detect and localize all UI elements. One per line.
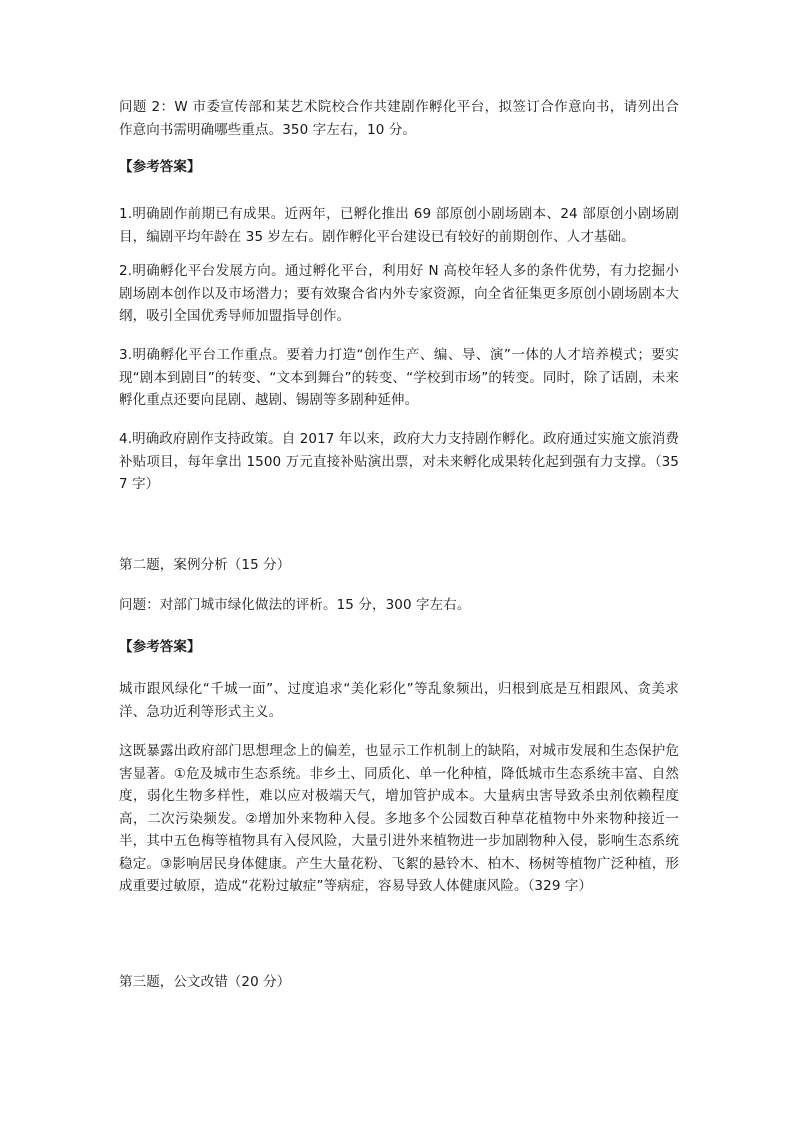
answer-heading-2: 【参考答案】 bbox=[119, 639, 201, 655]
section-2-title: 第二题，案例分析（15 分） bbox=[119, 557, 291, 573]
answer-point-1: 1.明确剧作前期已有成果。近两年，已孵化推出 69 部原创小剧场剧本、24 部原创小剧场剧目，编剧平均年龄在 35 岁左右。剧作孵化平台建设已有较好的前期创作、人才基础。 bbox=[119, 206, 679, 245]
answer-point-2: 2.明确孵化平台发展方向。通过孵化平台，利用好 N 高校年轻人多的条件优势，有力挖掘小剧场剧本创作以及市场潜力；要有效聚合省内外专家资源，向全省征集更多原创小剧场剧本大纲，吸引全国优秀导师加盟指导创作。 bbox=[119, 263, 679, 324]
answer-point-4: 4.明确政府剧作支持政策。自 2017 年以来，政府大力支持剧作孵化。政府通过实施文旅消费补贴项目，每年拿出 1500 万元直接补贴演出票，对未来孵化成果转化起到强有力支撑。（357 字） bbox=[119, 431, 679, 492]
section-3-title: 第三题，公文改错（20 分） bbox=[119, 974, 291, 990]
answer-heading-1: 【参考答案】 bbox=[119, 159, 201, 175]
case-analysis-intro: 城市跟风绿化“千城一面”、过度追求“美化彩化”等乱象频出，归根到底是互相跟风、贪美求洋、急功近利等形式主义。 bbox=[119, 681, 679, 720]
question-2-prompt: 问题 2：W 市委宣传部和某艺术院校合作共建剧作孵化平台，拟签订合作意向书，请列出合作意向书需明确哪些重点。350 字左右，10 分。 bbox=[119, 99, 679, 138]
answer-point-3: 3.明确孵化平台工作重点。要着力打造“创作生产、编、导、演”一体的人才培养模式；要实现“剧本到剧目”的转变、“文本到舞台”的转变、“学校到市场”的转变。同时，除了话剧，未来孵化重点还要向昆剧、越剧、锡剧等多剧种延伸。 bbox=[119, 347, 679, 408]
case-analysis-body: 这既暴露出政府部门思想理念上的偏差，也显示工作机制上的缺陷，对城市发展和生态保护危害显著。①危及城市生态系统。非乡土、同质化、单一化种植，降低城市生态系统丰富、自然度，弱化生物多样性，难以应对极端天气，增加管护成本。大量病虫害导致杀虫剂依赖程度高，二次污染频发。②增加外来物种入侵。多地多个公园数百种草花植物中外来物种接近一半，其中五色梅等植物具有入侵风险，大量引进外来植物进一步加剧物种入侵，影响生态系统稳定。③影响居民身体健康。产生大量花粉、飞絮的悬铃木、柏木、杨树等植物广泛种植，形成重要过敏原，造成“花粉过敏症”等病症，容易导致人体健康风险。（329 字） bbox=[119, 743, 679, 894]
section-2-question: 问题：对部门城市绿化做法的评析。15 分，300 字左右。 bbox=[119, 597, 471, 613]
